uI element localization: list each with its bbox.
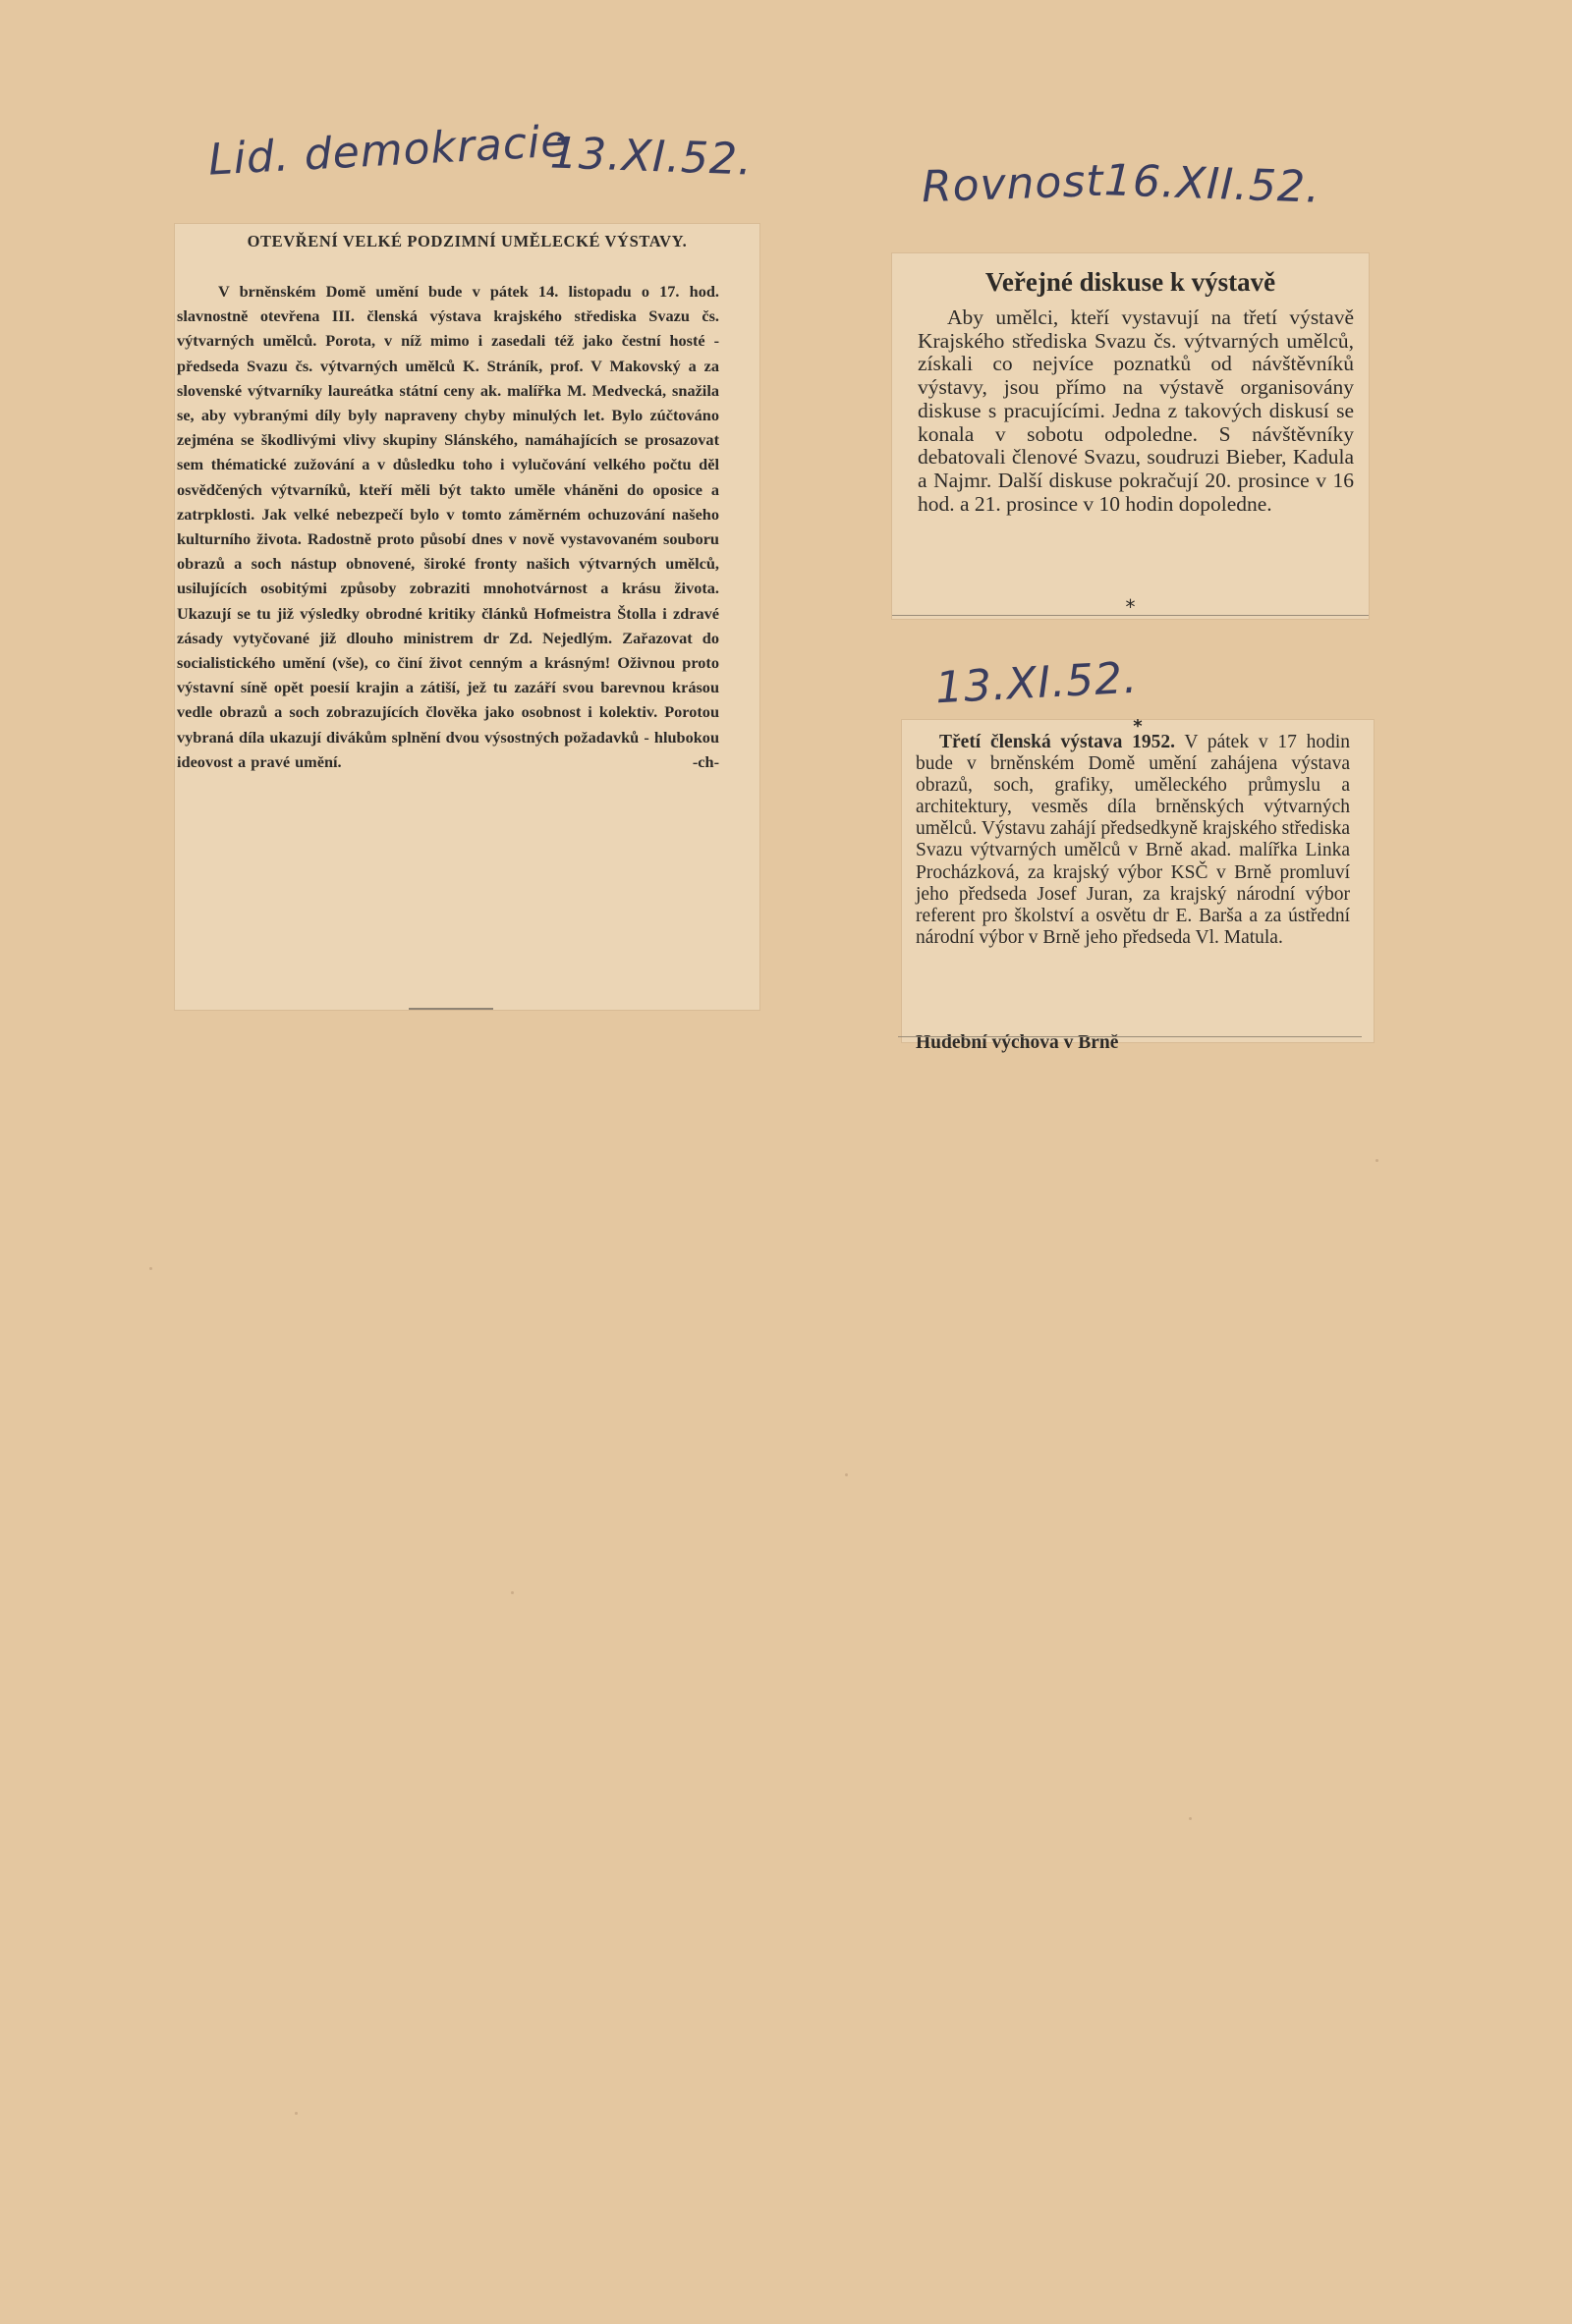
asterisk-separator: * bbox=[1125, 595, 1136, 619]
clipping-body-text: V pátek v 17 hodin bude v brněnském Domě umění zahájena výstava obrazů, soch, grafiky, uměleckého průmyslu a architektury, vesměs díla brněnských výtvarných umělců. Výstavu zahájí předsedkyně krajského střediska Svazu výtvarných umělců v Brně akad. malířka Linka Procházková, za krajský výbor KSČ v Brně promluví jeho předseda Josef Juran, za krajský národní výbor referent pro školství a osvětu dr E. Barša a za ústřední národní výbor v Brně jeho předseda Vl. Matula. bbox=[916, 732, 1350, 948]
handwritten-source-note: Lid. demokracie bbox=[206, 116, 570, 186]
paper-speck bbox=[149, 1267, 152, 1270]
newspaper-clipping-exhibition-opening bbox=[175, 224, 759, 1010]
newspaper-clipping-third-exhibition bbox=[902, 716, 1374, 1053]
paper-speck bbox=[295, 2112, 298, 2115]
newspaper-clipping-public-discussions bbox=[892, 253, 1369, 619]
clipping-body bbox=[175, 279, 719, 774]
asterisk-separator: * bbox=[1133, 716, 1143, 737]
paper-speck bbox=[1376, 1159, 1378, 1162]
clipping-body-text: V brněnském Domě umění bude v pátek 14. listopadu o 17. hod. slavnostně otevřena III. členská výstava krajského střediska Svazu čs. výtvarných umělců. Porota, v níž mimo i zasedali též jako čestní hosté - předseda Svazu čs. výtvarných umělců K. Stráník, prof. V Makovský a za slovenské výtvarníky laureátka státní ceny ak. malířka M. Medvecká, snažila se, aby vybranými díly byly napraveny chyby minulých let. Bylo zúčtováno zejména se škodlivými vlivy skupiny Slánského, namáhajících se prosazovat sem thématické zužování a v důsledku toho i vylučování velkého počtu děl osvědčených výtvarníků, kteří měli být takto uměle vháněni do oposice a zatrpklosti. Jak velké nebezpečí bylo v tomto záměrném ochuzování našeho kulturního života. Radostně proto působí dnes v nově vystavovaném souboru obrazů a soch nástup obnovené, široké fronty našich výtvarných umělců, usilujících osobitými způsoby zobraziti mnohotvárnost a krásu života. Ukazují se tu již výsledky obrodné kritiky článků Hofmeistra Štolla i zdravé zásady vytyčované již dlouho ministrem dr Zd. Nejedlým. Zařazovat do socialistického umění (vše), co činí život cenným a krásným! Oživnou proto výstavní síně opět poesií krajin a zátiší, jež tu zazáří svou barevnou krásou vedle obrazů a soch zobrazujících člověka jako osobnost i kolektiv. Porotou vybraná díla ukazují divákům splnění dvou výsostných požadavků - hlubokou ideovost a pravé umění. bbox=[177, 282, 719, 771]
divider-rule bbox=[409, 1008, 493, 1010]
clipping-title: OTEVŘENÍ VELKÉ PODZIMNÍ UMĚLECKÉ VÝSTAVY. bbox=[247, 232, 688, 250]
handwritten-date: 13.XI.52. bbox=[933, 652, 1140, 714]
divider-rule bbox=[898, 1036, 1362, 1037]
cut-off-line: Hudební výchova v Brně bbox=[916, 1032, 1119, 1053]
handwritten-date: 16.XII.52. bbox=[1103, 155, 1321, 213]
clipping-lead: Třetí členská výstava 1952. bbox=[939, 732, 1175, 752]
paper-speck bbox=[1189, 1817, 1192, 1820]
clipping-signature: -ch- bbox=[692, 751, 719, 771]
paper-speck bbox=[511, 1591, 514, 1594]
handwritten-date: 13.XI.52. bbox=[549, 128, 754, 186]
clipping-headline: Veřejné diskuse k výstavě bbox=[984, 267, 1276, 297]
clipping-body-text: Aby umělci, kteří vystavují na třetí výstavě Krajského střediska Svazu čs. výtvarných umělců, získali co nejvíce poznatků od návštěvníků výstavy, jsou přímo na výstavě organisovány diskuse s pracujícími. Jedna z takových diskusí se konala v sobotu odpoledne. S návštěvníky debatovali členové Svazu, soudruzi Bieber, Kadula a Najmr. Další diskuse pokračují 20. prosince v 16 hod. a 21. prosince v 10 hodin dopoledne. bbox=[918, 305, 1354, 516]
handwritten-source-note: Rovnost bbox=[921, 155, 1105, 213]
clipping-body bbox=[918, 306, 1354, 516]
paper-speck bbox=[845, 1473, 848, 1476]
clipping-body bbox=[916, 732, 1350, 949]
